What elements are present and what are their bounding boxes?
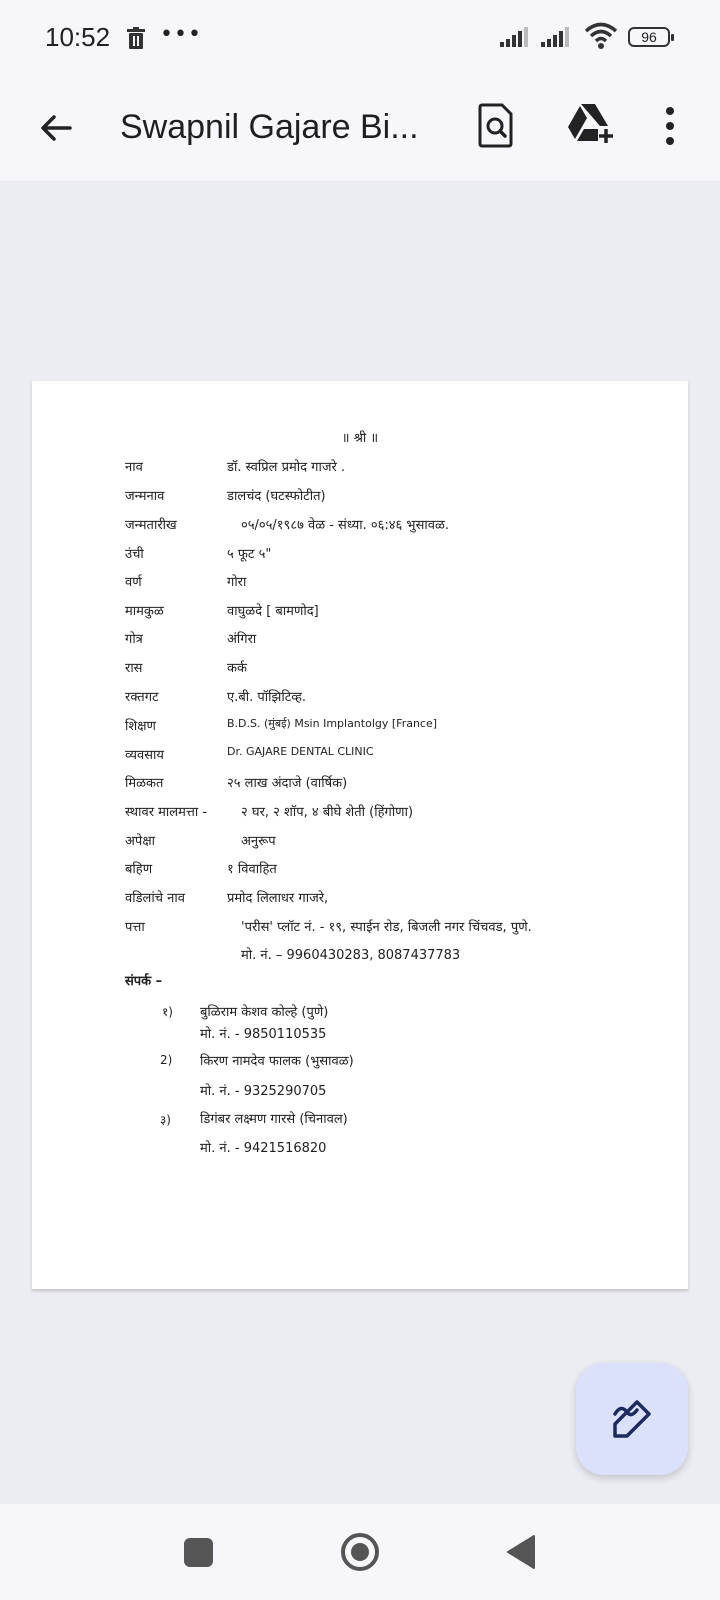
row-value: अंगिरा	[227, 632, 257, 647]
row-label: मामकुळ	[125, 604, 164, 619]
back-arrow-icon[interactable]	[36, 108, 76, 148]
row-label: व्यवसाय	[125, 748, 164, 763]
more-vert-icon[interactable]	[660, 104, 680, 148]
trash-icon	[127, 27, 145, 53]
row-label: गोत्र	[125, 632, 143, 647]
row-value: 'परीस' प्लॉट नं. - १९, स्पाईन रोड, बिजली नगर चिंचवड, पुणे.	[241, 920, 532, 935]
row-label: रास	[125, 661, 143, 676]
row-label: अपेक्षा	[125, 834, 156, 849]
system-nav-bar	[0, 1504, 720, 1600]
edit-fab-button[interactable]	[576, 1363, 688, 1475]
document-viewer[interactable]	[0, 181, 720, 1504]
row-label: नाव	[125, 460, 143, 475]
row-value: Dr. GAJARE DENTAL CLINIC	[227, 745, 374, 758]
row-value: कर्क	[227, 661, 247, 676]
row-label: बहिण	[125, 862, 153, 877]
row-label: वर्ण	[125, 575, 142, 590]
recent-apps-icon[interactable]	[184, 1538, 213, 1567]
row-label: पत्ता	[125, 920, 145, 935]
contact-phone: मो. नं. - 9325290705	[200, 1084, 327, 1099]
row-label: वडिलांचे नाव	[125, 891, 185, 906]
row-value: प्रमोद लिलाधर गाजरे,	[227, 891, 329, 906]
row-value: डालचंद (घटस्फोटीत)	[227, 489, 326, 504]
contact-number: १)	[162, 1005, 173, 1019]
row-label: उंची	[125, 547, 144, 562]
row-value: ए.बी. पॉझिटिव्ह.	[227, 690, 307, 705]
row-value: डॉ. स्वप्रिल प्रमोद गाजरे .	[227, 460, 346, 475]
row-label: स्थावर मालमत्ता -	[125, 805, 208, 820]
battery-icon: 96	[628, 27, 670, 47]
row-value: वाघुळदे [ बामणोद]	[227, 604, 319, 619]
document-header: ॥ श्री ॥	[341, 431, 379, 446]
row-value: २५ लाख अंदाजे (वार्षिक)	[227, 776, 348, 791]
row-value: २ घर, २ शॉप, ४ बीघे शेती (हिंगोणा)	[241, 805, 414, 820]
signal-icon	[500, 26, 532, 52]
contact-number: 2)	[160, 1053, 173, 1067]
row-label: शिक्षण	[125, 719, 156, 734]
notification-more-icon: •••	[160, 22, 202, 47]
row-value: १ विवाहित	[227, 862, 277, 877]
row-value: अनुरूप	[241, 834, 276, 849]
row-value: ५ फूट ५"	[227, 547, 272, 562]
row-label: मिळकत	[125, 776, 164, 791]
home-icon[interactable]	[340, 1532, 380, 1572]
contacts-heading: संपर्क –	[125, 974, 163, 989]
row-value: मो. नं. – 9960430283, 8087437783	[241, 948, 461, 963]
back-triangle-icon[interactable]	[506, 1534, 536, 1570]
document-title: Swapnil Gajare Bi...	[120, 108, 419, 146]
contact-phone: मो. नं. - 9850110535	[200, 1027, 327, 1042]
wifi-icon	[584, 22, 618, 54]
contact-name: बुळिराम केशव कोल्हे (पुणे)	[200, 1005, 329, 1020]
signal-icon	[541, 26, 573, 52]
contact-name: डिगंबर लक्ष्मण गारसे (चिनावल)	[200, 1112, 348, 1127]
app-bar	[0, 78, 720, 181]
row-value: गोरा	[227, 575, 247, 590]
status-bar	[0, 0, 720, 78]
row-label: जन्मनाव	[125, 489, 165, 504]
contact-number: ३)	[160, 1113, 171, 1127]
search-in-document-icon[interactable]	[476, 102, 516, 148]
row-value: ०५/०५/१९८७ वेळ - संध्या. ०६:४६ भुसावळ.	[241, 518, 449, 533]
edit-pen-icon	[609, 1396, 655, 1442]
row-label: जन्मतारीख	[125, 518, 177, 533]
document-page	[32, 381, 688, 1289]
row-value: B.D.S. (मुंबई) Msin Implantolgy [France]	[227, 717, 438, 730]
add-to-drive-icon[interactable]	[566, 102, 616, 146]
contact-name: किरण नामदेव फालक (भुसावळ)	[200, 1054, 354, 1069]
row-label: रक्तगट	[125, 690, 159, 705]
contact-phone: मो. नं. - 9421516820	[200, 1141, 327, 1156]
status-time: 10:52	[45, 22, 111, 52]
